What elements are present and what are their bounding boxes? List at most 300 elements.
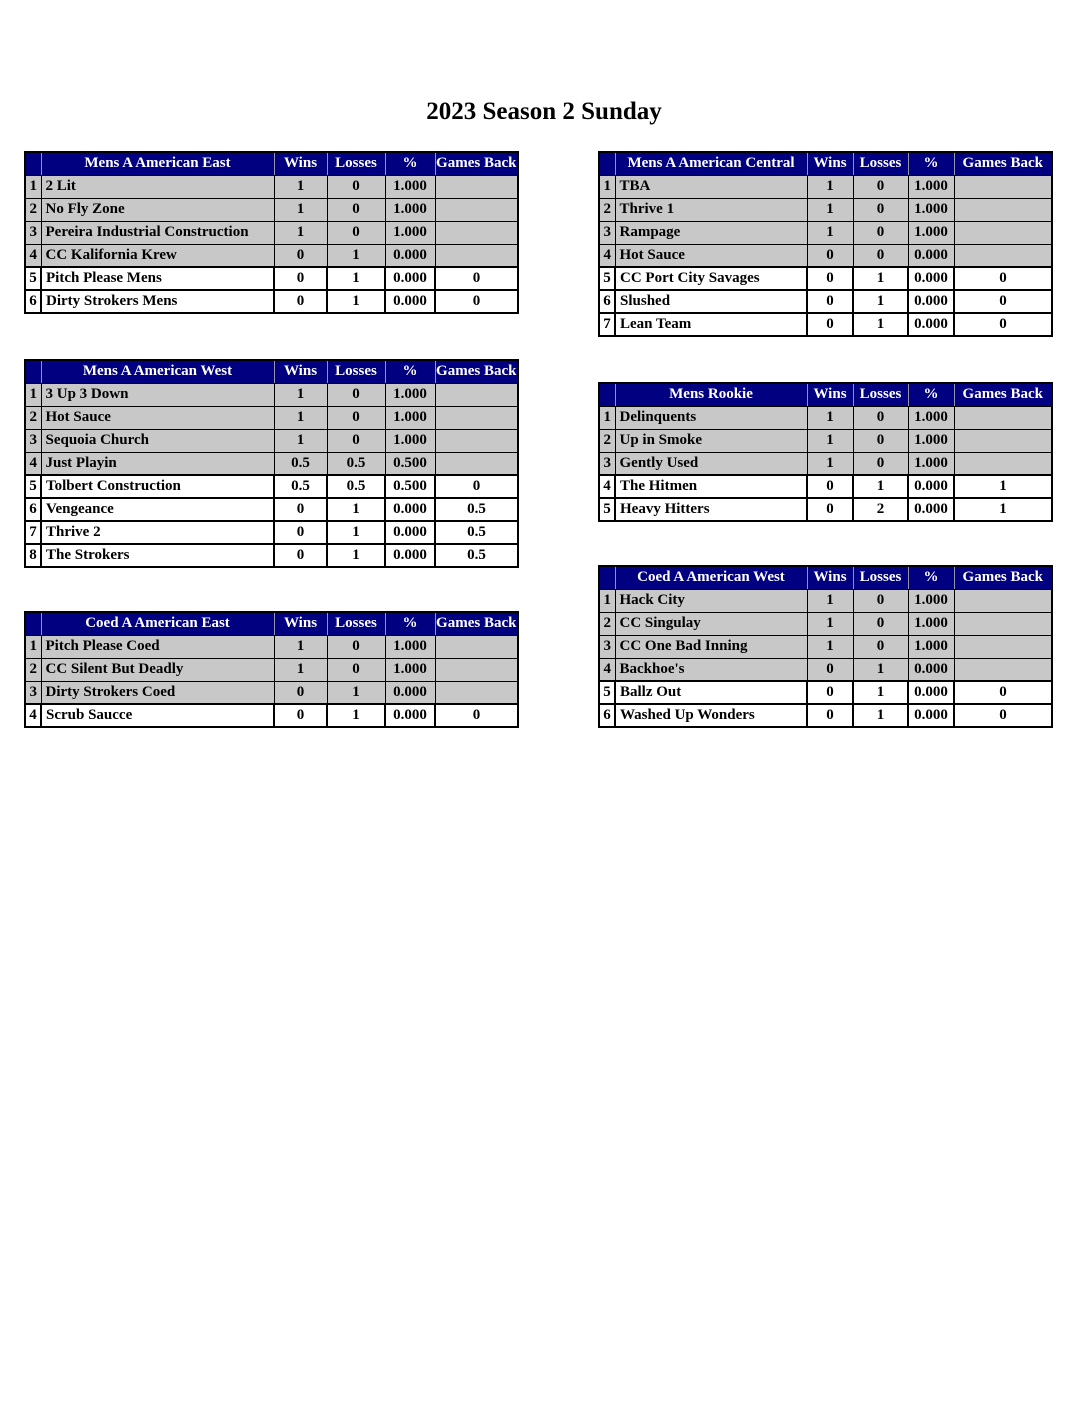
losses-column-header: Losses bbox=[327, 612, 385, 635]
wins-column-header: Wins bbox=[274, 612, 327, 635]
table-header-row bbox=[599, 383, 1052, 406]
losses-cell: 0 bbox=[327, 175, 385, 198]
rank-cell: 2 bbox=[25, 198, 41, 221]
standings-table-coed-a-american-west bbox=[598, 565, 1053, 728]
team-name-cell: Vengeance bbox=[41, 498, 274, 521]
pct-cell: 0.000 bbox=[385, 244, 435, 267]
wins-cell: 0 bbox=[274, 498, 327, 521]
rank-cell: 1 bbox=[599, 406, 615, 429]
team-name-cell: Hack City bbox=[615, 589, 807, 612]
games-back-cell bbox=[435, 198, 518, 221]
rank-cell: 5 bbox=[599, 681, 615, 704]
table-row bbox=[599, 175, 1052, 198]
division-title: Coed A American West bbox=[615, 566, 807, 589]
table-row bbox=[25, 681, 518, 704]
pct-cell: 1.000 bbox=[385, 175, 435, 198]
pct-cell: 1.000 bbox=[908, 429, 954, 452]
rank-cell: 1 bbox=[25, 175, 41, 198]
games-back-cell: 1 bbox=[954, 475, 1052, 498]
team-name-cell: No Fly Zone bbox=[41, 198, 274, 221]
games-back-cell bbox=[435, 452, 518, 475]
team-name-cell: Up in Smoke bbox=[615, 429, 807, 452]
rank-cell: 6 bbox=[599, 290, 615, 313]
losses-column-header: Losses bbox=[853, 383, 908, 406]
wins-cell: 0 bbox=[807, 475, 853, 498]
table-row bbox=[25, 267, 518, 290]
pct-cell: 1.000 bbox=[385, 658, 435, 681]
table-row bbox=[25, 544, 518, 567]
losses-column-header: Losses bbox=[327, 360, 385, 383]
losses-cell: 2 bbox=[853, 498, 908, 521]
team-name-cell: The Hitmen bbox=[615, 475, 807, 498]
rank-cell: 4 bbox=[599, 244, 615, 267]
wins-cell: 0 bbox=[807, 244, 853, 267]
wins-cell: 1 bbox=[807, 429, 853, 452]
pct-cell: 0.000 bbox=[908, 475, 954, 498]
pct-cell: 0.000 bbox=[385, 521, 435, 544]
pct-cell: 0.000 bbox=[908, 244, 954, 267]
team-name-cell: 3 Up 3 Down bbox=[41, 383, 274, 406]
pct-column-header: % bbox=[385, 360, 435, 383]
team-name-cell: Tolbert Construction bbox=[41, 475, 274, 498]
team-name-cell: Pereira Industrial Construction bbox=[41, 221, 274, 244]
losses-cell: 0 bbox=[327, 221, 385, 244]
games-back-cell bbox=[954, 429, 1052, 452]
rank-cell: 1 bbox=[599, 175, 615, 198]
team-name-cell: Slushed bbox=[615, 290, 807, 313]
pct-cell: 1.000 bbox=[385, 221, 435, 244]
losses-column-header: Losses bbox=[853, 152, 908, 175]
rank-cell: 4 bbox=[599, 658, 615, 681]
pct-cell: 0.000 bbox=[385, 290, 435, 313]
wins-cell: 0 bbox=[807, 681, 853, 704]
losses-cell: 1 bbox=[327, 681, 385, 704]
table-header-row bbox=[25, 360, 518, 383]
pct-cell: 1.000 bbox=[908, 452, 954, 475]
losses-cell: 0 bbox=[853, 221, 908, 244]
pct-cell: 1.000 bbox=[385, 429, 435, 452]
pct-cell: 0.000 bbox=[385, 681, 435, 704]
rank-column-header bbox=[599, 383, 615, 406]
games-back-cell: 0 bbox=[954, 267, 1052, 290]
team-name-cell: CC Silent But Deadly bbox=[41, 658, 274, 681]
games-back-cell bbox=[435, 681, 518, 704]
table-row bbox=[599, 406, 1052, 429]
games-back-cell: 0 bbox=[435, 290, 518, 313]
losses-cell: 0 bbox=[853, 429, 908, 452]
games-back-cell bbox=[435, 658, 518, 681]
table-header-row bbox=[25, 612, 518, 635]
pct-cell: 0.000 bbox=[385, 498, 435, 521]
wins-cell: 1 bbox=[807, 452, 853, 475]
wins-cell: 1 bbox=[807, 589, 853, 612]
losses-cell: 0 bbox=[327, 198, 385, 221]
table-row bbox=[25, 175, 518, 198]
games-back-cell: 0 bbox=[954, 290, 1052, 313]
rank-cell: 3 bbox=[25, 221, 41, 244]
division-title: Coed A American East bbox=[41, 612, 274, 635]
pct-cell: 1.000 bbox=[908, 175, 954, 198]
standings-table-coed-a-american-east bbox=[24, 611, 519, 728]
rank-cell: 7 bbox=[25, 521, 41, 544]
team-name-cell: Pitch Please Coed bbox=[41, 635, 274, 658]
standings-table-mens-rookie bbox=[598, 382, 1053, 522]
games-back-cell: 0 bbox=[435, 475, 518, 498]
wins-cell: 1 bbox=[807, 406, 853, 429]
losses-cell: 1 bbox=[327, 267, 385, 290]
rank-cell: 2 bbox=[599, 612, 615, 635]
games-back-cell bbox=[435, 406, 518, 429]
pct-column-header: % bbox=[385, 612, 435, 635]
games-back-cell bbox=[954, 175, 1052, 198]
wins-cell: 0 bbox=[274, 521, 327, 544]
table-row bbox=[25, 429, 518, 452]
wins-cell: 0 bbox=[807, 704, 853, 727]
team-name-cell: Hot Sauce bbox=[615, 244, 807, 267]
wins-cell: 1 bbox=[807, 635, 853, 658]
games-back-cell bbox=[954, 452, 1052, 475]
pct-cell: 0.000 bbox=[908, 313, 954, 336]
team-name-cell: Thrive 1 bbox=[615, 198, 807, 221]
games-back-cell bbox=[435, 175, 518, 198]
wins-cell: 0 bbox=[274, 681, 327, 704]
table-row bbox=[25, 658, 518, 681]
losses-cell: 1 bbox=[853, 313, 908, 336]
rank-column-header bbox=[25, 152, 41, 175]
division-title: Mens A American Central bbox=[615, 152, 807, 175]
wins-column-header: Wins bbox=[274, 152, 327, 175]
team-name-cell: Heavy Hitters bbox=[615, 498, 807, 521]
table-row bbox=[599, 290, 1052, 313]
games-back-column-header: Games Back bbox=[954, 566, 1052, 589]
games-back-cell bbox=[954, 406, 1052, 429]
rank-cell: 7 bbox=[599, 313, 615, 336]
table-row bbox=[599, 589, 1052, 612]
table-row bbox=[25, 475, 518, 498]
rank-cell: 8 bbox=[25, 544, 41, 567]
table-row bbox=[599, 658, 1052, 681]
losses-cell: 0 bbox=[853, 244, 908, 267]
losses-cell: 1 bbox=[853, 658, 908, 681]
rank-cell: 5 bbox=[599, 498, 615, 521]
table-row bbox=[599, 313, 1052, 336]
pct-cell: 0.500 bbox=[385, 475, 435, 498]
rank-cell: 6 bbox=[25, 498, 41, 521]
games-back-cell: 0 bbox=[954, 313, 1052, 336]
games-back-column-header: Games Back bbox=[954, 152, 1052, 175]
team-name-cell: 2 Lit bbox=[41, 175, 274, 198]
games-back-cell: 0.5 bbox=[435, 498, 518, 521]
wins-cell: 1 bbox=[807, 198, 853, 221]
rank-cell: 6 bbox=[599, 704, 615, 727]
games-back-column-header: Games Back bbox=[435, 360, 518, 383]
team-name-cell: CC Kalifornia Krew bbox=[41, 244, 274, 267]
pct-cell: 0.000 bbox=[908, 681, 954, 704]
team-name-cell: Dirty Strokers Mens bbox=[41, 290, 274, 313]
losses-cell: 0 bbox=[853, 635, 908, 658]
losses-cell: 1 bbox=[327, 290, 385, 313]
games-back-cell bbox=[954, 612, 1052, 635]
table-row bbox=[599, 429, 1052, 452]
team-name-cell: Just Playin bbox=[41, 452, 274, 475]
losses-cell: 1 bbox=[327, 521, 385, 544]
wins-cell: 1 bbox=[274, 429, 327, 452]
rank-cell: 4 bbox=[25, 452, 41, 475]
rank-cell: 3 bbox=[25, 681, 41, 704]
division-title: Mens A American East bbox=[41, 152, 274, 175]
team-name-cell: Gently Used bbox=[615, 452, 807, 475]
table-row bbox=[599, 704, 1052, 727]
losses-cell: 0.5 bbox=[327, 452, 385, 475]
pct-cell: 1.000 bbox=[908, 406, 954, 429]
rank-cell: 1 bbox=[25, 635, 41, 658]
division-title: Mens Rookie bbox=[615, 383, 807, 406]
games-back-cell bbox=[954, 244, 1052, 267]
table-row bbox=[599, 452, 1052, 475]
team-name-cell: CC Port City Savages bbox=[615, 267, 807, 290]
team-name-cell: Thrive 2 bbox=[41, 521, 274, 544]
losses-cell: 0 bbox=[327, 429, 385, 452]
wins-column-header: Wins bbox=[807, 566, 853, 589]
wins-column-header: Wins bbox=[807, 383, 853, 406]
games-back-column-header: Games Back bbox=[435, 612, 518, 635]
rank-cell: 3 bbox=[25, 429, 41, 452]
losses-cell: 1 bbox=[853, 290, 908, 313]
losses-cell: 1 bbox=[853, 704, 908, 727]
games-back-cell: 0 bbox=[435, 267, 518, 290]
pct-cell: 0.000 bbox=[908, 267, 954, 290]
rank-cell: 6 bbox=[25, 290, 41, 313]
rank-cell: 3 bbox=[599, 452, 615, 475]
team-name-cell: CC One Bad Inning bbox=[615, 635, 807, 658]
pct-cell: 1.000 bbox=[385, 383, 435, 406]
games-back-column-header: Games Back bbox=[435, 152, 518, 175]
games-back-cell bbox=[435, 383, 518, 406]
rank-column-header bbox=[599, 152, 615, 175]
wins-cell: 1 bbox=[274, 198, 327, 221]
losses-cell: 0 bbox=[327, 406, 385, 429]
pct-cell: 1.000 bbox=[908, 612, 954, 635]
wins-cell: 0.5 bbox=[274, 452, 327, 475]
pct-column-header: % bbox=[908, 383, 954, 406]
team-name-cell: CC Singulay bbox=[615, 612, 807, 635]
team-name-cell: Delinquents bbox=[615, 406, 807, 429]
table-row bbox=[25, 521, 518, 544]
rank-cell: 3 bbox=[599, 635, 615, 658]
rank-column-header bbox=[25, 612, 41, 635]
pct-cell: 1.000 bbox=[908, 221, 954, 244]
losses-cell: 0 bbox=[327, 383, 385, 406]
rank-cell: 5 bbox=[25, 267, 41, 290]
games-back-cell bbox=[435, 635, 518, 658]
pct-cell: 0.000 bbox=[908, 290, 954, 313]
wins-cell: 1 bbox=[807, 221, 853, 244]
table-row bbox=[599, 198, 1052, 221]
games-back-cell bbox=[435, 221, 518, 244]
losses-cell: 1 bbox=[327, 704, 385, 727]
team-name-cell: Washed Up Wonders bbox=[615, 704, 807, 727]
losses-cell: 0 bbox=[327, 658, 385, 681]
pct-cell: 1.000 bbox=[908, 589, 954, 612]
losses-cell: 1 bbox=[327, 544, 385, 567]
pct-cell: 0.000 bbox=[385, 544, 435, 567]
team-name-cell: Rampage bbox=[615, 221, 807, 244]
table-row bbox=[25, 406, 518, 429]
wins-cell: 1 bbox=[274, 221, 327, 244]
losses-cell: 1 bbox=[853, 681, 908, 704]
games-back-cell: 0 bbox=[954, 681, 1052, 704]
wins-cell: 0 bbox=[807, 658, 853, 681]
games-back-cell: 1 bbox=[954, 498, 1052, 521]
rank-cell: 4 bbox=[25, 704, 41, 727]
wins-cell: 0 bbox=[274, 244, 327, 267]
wins-cell: 1 bbox=[274, 383, 327, 406]
wins-cell: 0 bbox=[807, 313, 853, 336]
table-row bbox=[25, 221, 518, 244]
team-name-cell: Lean Team bbox=[615, 313, 807, 336]
games-back-cell: 0.5 bbox=[435, 521, 518, 544]
team-name-cell: Sequoia Church bbox=[41, 429, 274, 452]
rank-cell: 4 bbox=[599, 475, 615, 498]
rank-cell: 1 bbox=[25, 383, 41, 406]
team-name-cell: Backhoe's bbox=[615, 658, 807, 681]
wins-cell: 0 bbox=[807, 267, 853, 290]
team-name-cell: Dirty Strokers Coed bbox=[41, 681, 274, 704]
table-row bbox=[599, 612, 1052, 635]
table-row bbox=[599, 244, 1052, 267]
pct-cell: 0.500 bbox=[385, 452, 435, 475]
table-row bbox=[599, 498, 1052, 521]
team-name-cell: Ballz Out bbox=[615, 681, 807, 704]
rank-cell: 2 bbox=[25, 406, 41, 429]
table-row bbox=[25, 704, 518, 727]
team-name-cell: Pitch Please Mens bbox=[41, 267, 274, 290]
table-row bbox=[25, 498, 518, 521]
rank-cell: 5 bbox=[25, 475, 41, 498]
pct-cell: 0.000 bbox=[385, 267, 435, 290]
losses-cell: 1 bbox=[853, 475, 908, 498]
games-back-column-header: Games Back bbox=[954, 383, 1052, 406]
rank-cell: 2 bbox=[599, 429, 615, 452]
wins-cell: 1 bbox=[807, 175, 853, 198]
games-back-cell bbox=[954, 589, 1052, 612]
table-row bbox=[25, 244, 518, 267]
games-back-cell: 0.5 bbox=[435, 544, 518, 567]
wins-cell: 1 bbox=[807, 612, 853, 635]
losses-column-header: Losses bbox=[853, 566, 908, 589]
pct-column-header: % bbox=[385, 152, 435, 175]
table-row bbox=[25, 290, 518, 313]
rank-cell: 2 bbox=[599, 198, 615, 221]
games-back-cell bbox=[435, 429, 518, 452]
rank-cell: 4 bbox=[25, 244, 41, 267]
rank-cell: 5 bbox=[599, 267, 615, 290]
team-name-cell: TBA bbox=[615, 175, 807, 198]
rank-cell: 2 bbox=[25, 658, 41, 681]
losses-cell: 0 bbox=[853, 175, 908, 198]
wins-cell: 1 bbox=[274, 175, 327, 198]
standings-table-mens-a-american-east bbox=[24, 151, 519, 314]
pct-cell: 0.000 bbox=[385, 704, 435, 727]
wins-cell: 0 bbox=[274, 290, 327, 313]
page-title: 2023 Season 2 Sunday bbox=[426, 98, 662, 125]
table-row bbox=[25, 198, 518, 221]
pct-cell: 1.000 bbox=[908, 198, 954, 221]
games-back-cell bbox=[954, 221, 1052, 244]
wins-cell: 0 bbox=[274, 704, 327, 727]
table-row bbox=[25, 383, 518, 406]
rank-cell: 3 bbox=[599, 221, 615, 244]
wins-cell: 0.5 bbox=[274, 475, 327, 498]
pct-cell: 0.000 bbox=[908, 658, 954, 681]
losses-cell: 0 bbox=[853, 452, 908, 475]
losses-column-header: Losses bbox=[327, 152, 385, 175]
rank-cell: 1 bbox=[599, 589, 615, 612]
division-title: Mens A American West bbox=[41, 360, 274, 383]
games-back-cell bbox=[954, 198, 1052, 221]
table-row bbox=[25, 452, 518, 475]
standings-table-mens-a-american-west bbox=[24, 359, 519, 568]
wins-column-header: Wins bbox=[274, 360, 327, 383]
pct-cell: 1.000 bbox=[385, 406, 435, 429]
pct-cell: 0.000 bbox=[908, 498, 954, 521]
games-back-cell: 0 bbox=[954, 704, 1052, 727]
rank-column-header bbox=[25, 360, 41, 383]
wins-cell: 1 bbox=[274, 635, 327, 658]
pct-cell: 1.000 bbox=[385, 198, 435, 221]
wins-cell: 1 bbox=[274, 658, 327, 681]
table-header-row bbox=[25, 152, 518, 175]
wins-cell: 0 bbox=[807, 498, 853, 521]
games-back-cell bbox=[435, 244, 518, 267]
team-name-cell: The Strokers bbox=[41, 544, 274, 567]
losses-cell: 0 bbox=[853, 198, 908, 221]
losses-cell: 0 bbox=[853, 612, 908, 635]
table-header-row bbox=[599, 566, 1052, 589]
wins-cell: 0 bbox=[807, 290, 853, 313]
wins-column-header: Wins bbox=[807, 152, 853, 175]
games-back-cell bbox=[954, 658, 1052, 681]
losses-cell: 1 bbox=[327, 498, 385, 521]
table-header-row bbox=[599, 152, 1052, 175]
losses-cell: 0 bbox=[853, 589, 908, 612]
table-row bbox=[599, 635, 1052, 658]
pct-cell: 1.000 bbox=[908, 635, 954, 658]
team-name-cell: Scrub Saucce bbox=[41, 704, 274, 727]
pct-column-header: % bbox=[908, 152, 954, 175]
table-row bbox=[599, 221, 1052, 244]
losses-cell: 1 bbox=[327, 244, 385, 267]
table-row bbox=[599, 267, 1052, 290]
standings-table-mens-a-american-central bbox=[598, 151, 1053, 337]
wins-cell: 0 bbox=[274, 544, 327, 567]
rank-column-header bbox=[599, 566, 615, 589]
losses-cell: 0 bbox=[327, 635, 385, 658]
wins-cell: 0 bbox=[274, 267, 327, 290]
games-back-cell: 0 bbox=[435, 704, 518, 727]
losses-cell: 1 bbox=[853, 267, 908, 290]
pct-cell: 1.000 bbox=[385, 635, 435, 658]
team-name-cell: Hot Sauce bbox=[41, 406, 274, 429]
pct-cell: 0.000 bbox=[908, 704, 954, 727]
table-row bbox=[599, 475, 1052, 498]
pct-column-header: % bbox=[908, 566, 954, 589]
losses-cell: 0 bbox=[853, 406, 908, 429]
games-back-cell bbox=[954, 635, 1052, 658]
losses-cell: 0.5 bbox=[327, 475, 385, 498]
wins-cell: 1 bbox=[274, 406, 327, 429]
table-row bbox=[599, 681, 1052, 704]
